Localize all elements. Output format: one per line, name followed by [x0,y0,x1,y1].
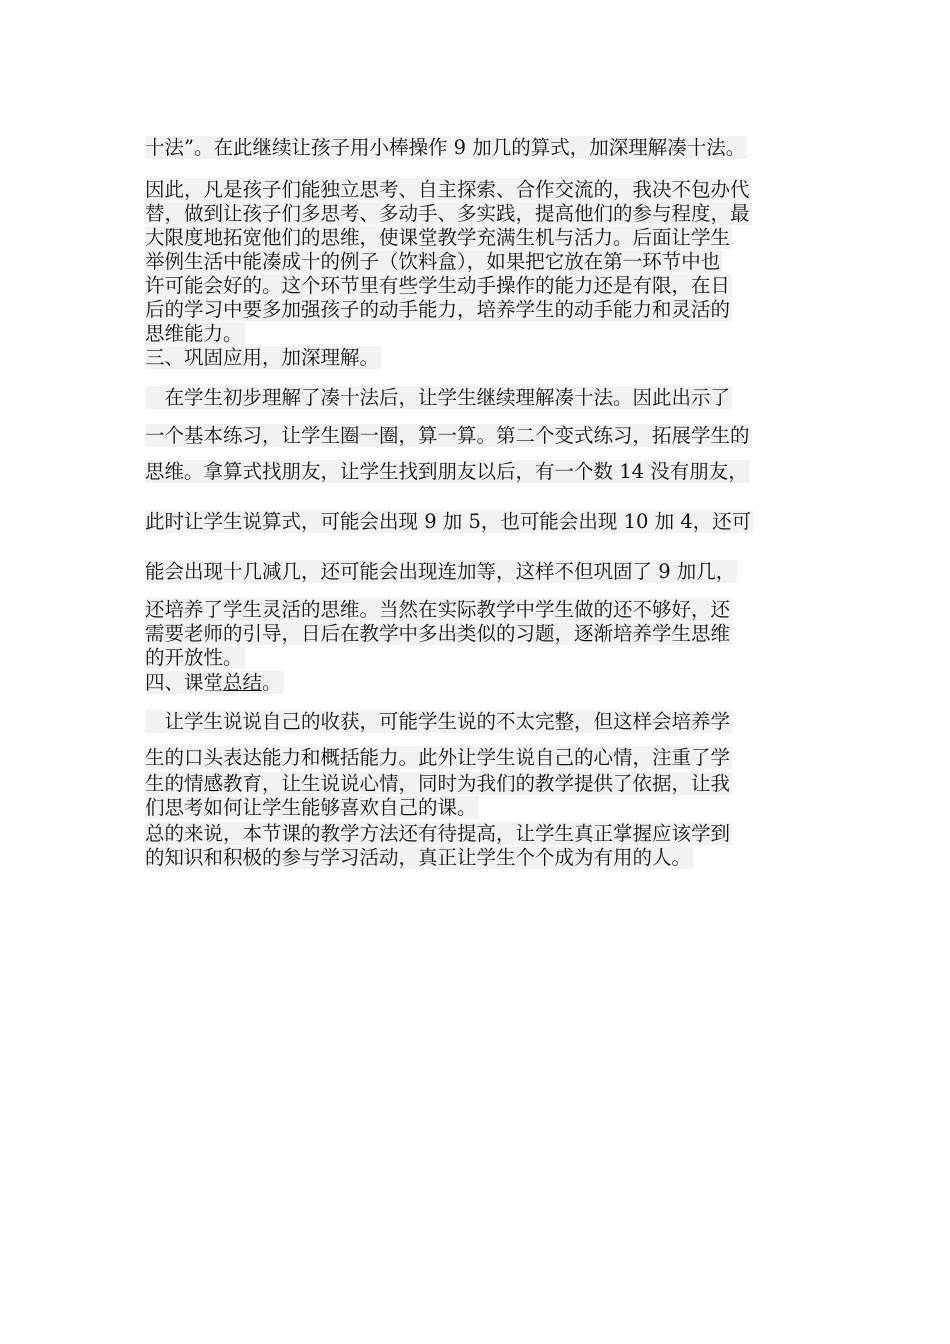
text-line: 总的来说，本节课的教学方法还有待提高，让学生真正掌握应该学到 [145,822,731,845]
text-line: 需要老师的引导，日后在教学中多出类似的习题，逐渐培养学生思维 [145,622,731,645]
text-line: 许可能会好的。这个环节里有些学生动手操作的能力还是有限，在日 [145,274,731,297]
text-line: 能会出现十几减几，还可能会出现连加等，这样不但巩固了 9 加几， [145,560,736,583]
text-line: 们思考如何让学生能够喜欢自己的课。 [145,796,477,819]
text-line: 替，做到让孩子们多思考、多动手、多实践，提高他们的参与程度，最 [145,202,750,225]
text-line: 大限度地拓宽他们的思维，使课堂教学充满生机与活力。后面让学生 [145,226,731,249]
text-line: 让学生说说自己的收获，可能学生说的不太完整，但这样会培养学 [145,710,731,733]
text-line: 因此，凡是孩子们能独立思考、自主探索、合作交流的，我决不包办代 [145,178,750,201]
text-line: 一个基本练习，让学生圈一圈，算一算。第二个变式练习，拓展学生的 [145,424,750,447]
text-line: 此时让学生说算式，可能会出现 9 加 5，也可能会出现 10 加 4，还可 [145,510,752,533]
text-line: 举例生活中能凑成十的例子（饮料盒），如果把它放在第一环节中也 [145,250,721,273]
section-heading-3: 三、巩固应用，加深理解。 [145,346,380,369]
text-line: 还培养了学生灵活的思维。当然在实际教学中学生做的还不够好，还 [145,598,731,621]
text-line: 生的口头表达能力和概括能力。此外让学生说自己的心情，注重了学 [145,746,731,769]
text-line: 的知识和积极的参与学习活动，真正让学生个个成为有用的人。 [145,846,692,869]
text-line: 生的情感教育，让生说说心情，同时为我们的教学提供了依据，让我 [145,772,731,795]
text-line: 在学生初步理解了凑十法后，让学生继续理解凑十法。因此出示了 [145,386,731,409]
text-line: 的开放性。 [145,646,243,669]
text-line: 后的学习中要多加强孩子的动手能力，培养学生的动手能力和灵活的 [145,298,731,321]
section-heading-4: 四、课堂总结。 [145,671,282,694]
text-line: 思维。拿算式找朋友，让学生找到朋友以后，有一个数 14 没有朋友， [145,460,748,483]
text-line: 十法”。在此继续让孩子用小棒操作 9 加几的算式，加深理解凑十法。 [145,136,746,159]
underlined-word: 总结 [223,671,263,694]
text-line: 思维能力。 [145,322,243,345]
